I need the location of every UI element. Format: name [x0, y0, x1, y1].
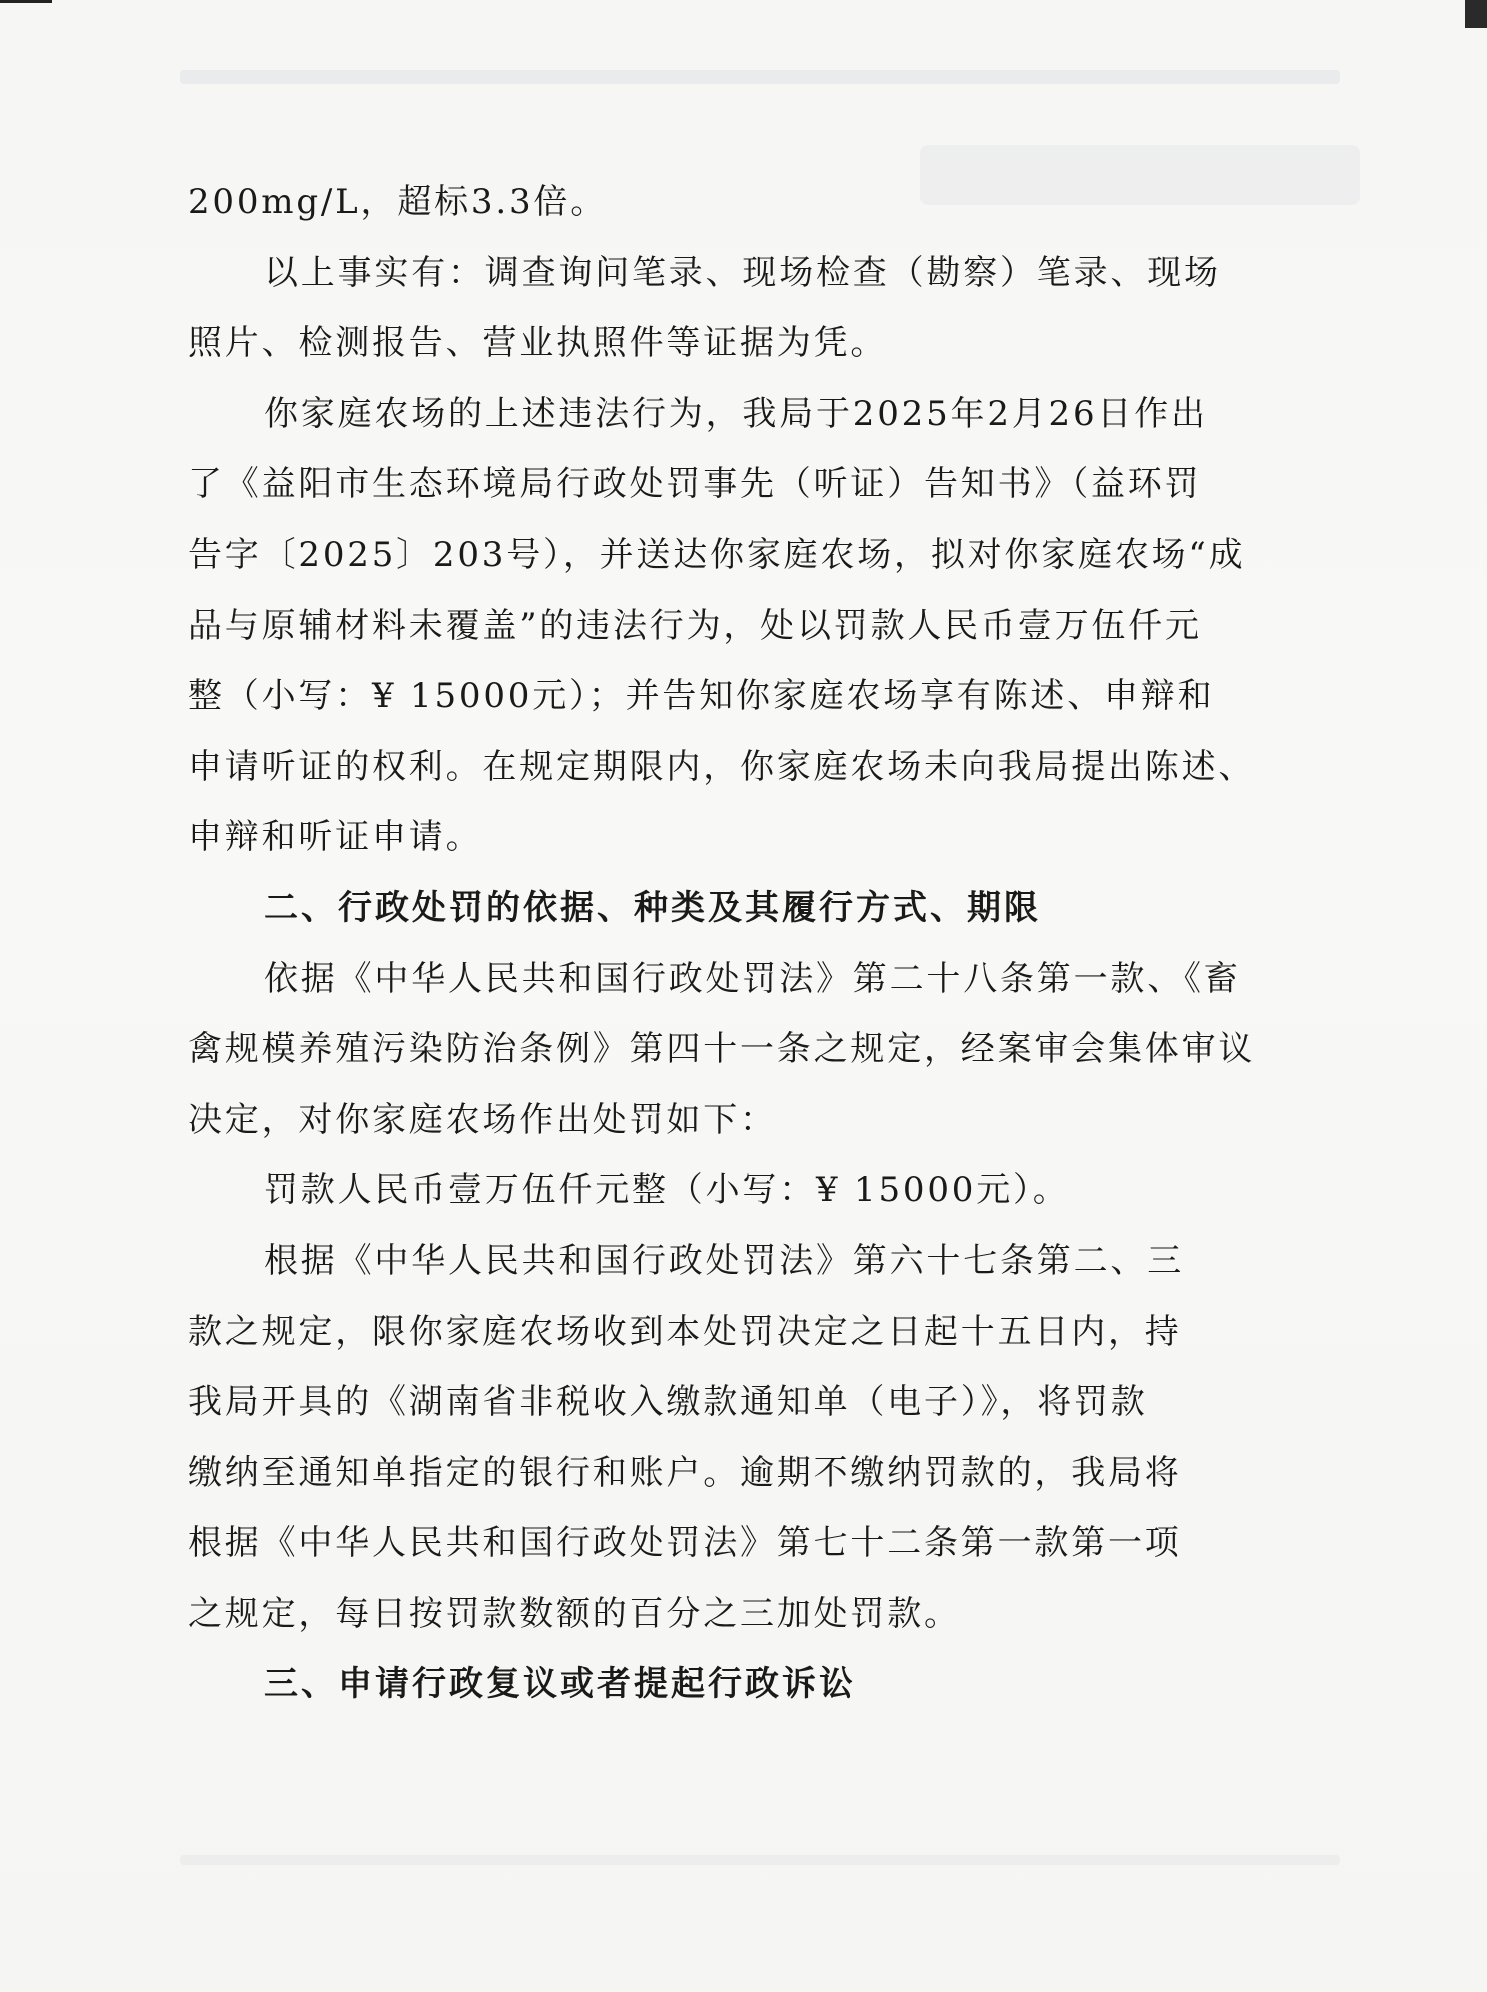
text-line: 决定，对你家庭农场作出处罚如下： [188, 1099, 777, 1140]
text-line: 照片、检测报告、营业执照件等证据为凭。 [188, 323, 888, 364]
text-line: 根据《中华人民共和国行政处罚法》第七十二条第一款第一项 [188, 1523, 1182, 1564]
scan-corner-mark [1465, 0, 1487, 28]
text-line: 缴纳至通知单指定的银行和账户。逾期不缴纳罚款的，我局将 [188, 1452, 1182, 1493]
text-line: 我局开具的《湖南省非税收入缴款通知单（电子）》，将罚款 [188, 1382, 1148, 1423]
text-line: 申辩和听证申请。 [188, 817, 483, 858]
paragraph-line: 依据《中华人民共和国行政处罚法》第二十八条第一款、《畜 [264, 958, 1241, 999]
text-line: 申请听证的权利。在规定期限内，你家庭农场未向我局提出陈述、 [188, 746, 1256, 787]
text-line: 告字〔2025〕203号），并送达你家庭农场，拟对你家庭农场“成 [188, 534, 1246, 575]
document-body [188, 174, 1318, 1727]
scan-bleed-through [180, 70, 1340, 84]
paragraph-line: 根据《中华人民共和国行政处罚法》第六十七条第二、三 [264, 1240, 1184, 1281]
text-line: 200mg/L，超标3.3倍。 [188, 182, 608, 222]
text-line: 款之规定，限你家庭农场收到本处罚决定之日起十五日内，持 [188, 1311, 1182, 1352]
scan-bleed-through-bottom [180, 1855, 1340, 1865]
text-line: 了《益阳市生态环境局行政处罚事先（听证）告知书》（益环罚 [188, 464, 1202, 505]
section-heading: 三、申请行政复议或者提起行政诉讼 [264, 1664, 856, 1705]
section-heading: 二、行政处罚的依据、种类及其履行方式、期限 [264, 887, 1041, 928]
text-line: 品与原辅材料未覆盖”的违法行为，处以罚款人民币壹万伍仟元 [188, 605, 1202, 646]
paragraph-line: 以上事实有：调查询问笔录、现场检查（勘察）笔录、现场 [264, 252, 1221, 293]
paragraph-line: 罚款人民币壹万伍仟元整（小写：¥ 15000元）。 [264, 1170, 1070, 1211]
paragraph-line: 你家庭农场的上述违法行为，我局于2025年2月26日作出 [264, 393, 1208, 434]
text-line: 整（小写：¥ 15000元）；并告知你家庭农场享有陈述、申辩和 [188, 676, 1215, 717]
scan-edge-mark [0, 0, 52, 3]
text-line: 之规定，每日按罚款数额的百分之三加处罚款。 [188, 1593, 961, 1634]
text-line: 禽规模养殖污染防治条例》第四十一条之规定，经案审会集体审议 [188, 1029, 1256, 1070]
